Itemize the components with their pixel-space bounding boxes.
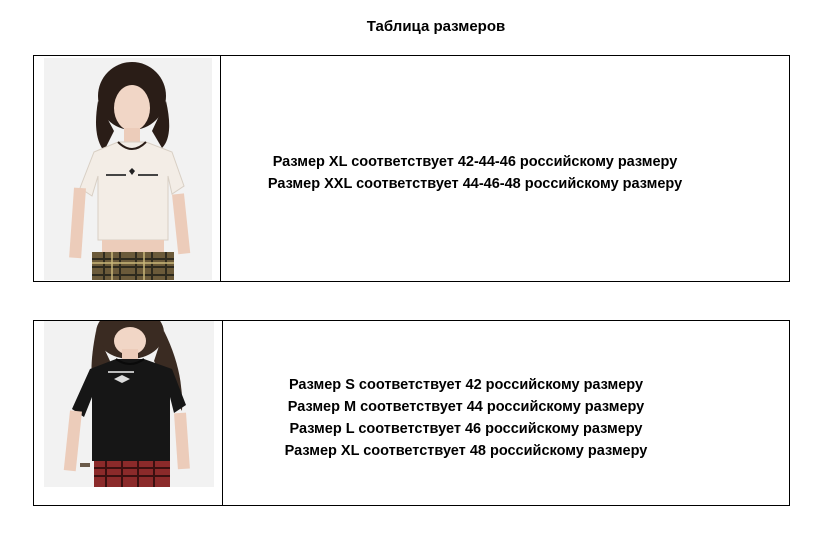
product-photo-cell: [34, 56, 221, 281]
size-line: Размер L соответствует 46 российскому размеру: [289, 421, 643, 437]
size-line: Размер XL соответствует 42-44-46 российскому размеру: [272, 153, 678, 170]
size-info-cell: [223, 321, 789, 505]
page-title: Таблица размеров: [366, 18, 506, 35]
size-info-cell: [221, 56, 789, 281]
size-table-2: [33, 320, 790, 506]
size-table-1: [33, 55, 790, 282]
product-photo-white-tshirt: [34, 56, 221, 281]
size-line: Размер XXL соответствует 44-46-48 российскому размеру: [267, 175, 683, 192]
size-line: Размер S соответствует 42 российскому размеру: [288, 377, 644, 393]
size-line: Размер XL соответствует 48 российскому размеру: [284, 443, 648, 459]
product-photo-cell: [34, 321, 223, 505]
product-photo-black-tshirt: [34, 321, 223, 505]
size-line: Размер M соответствует 44 российскому размеру: [287, 399, 645, 415]
